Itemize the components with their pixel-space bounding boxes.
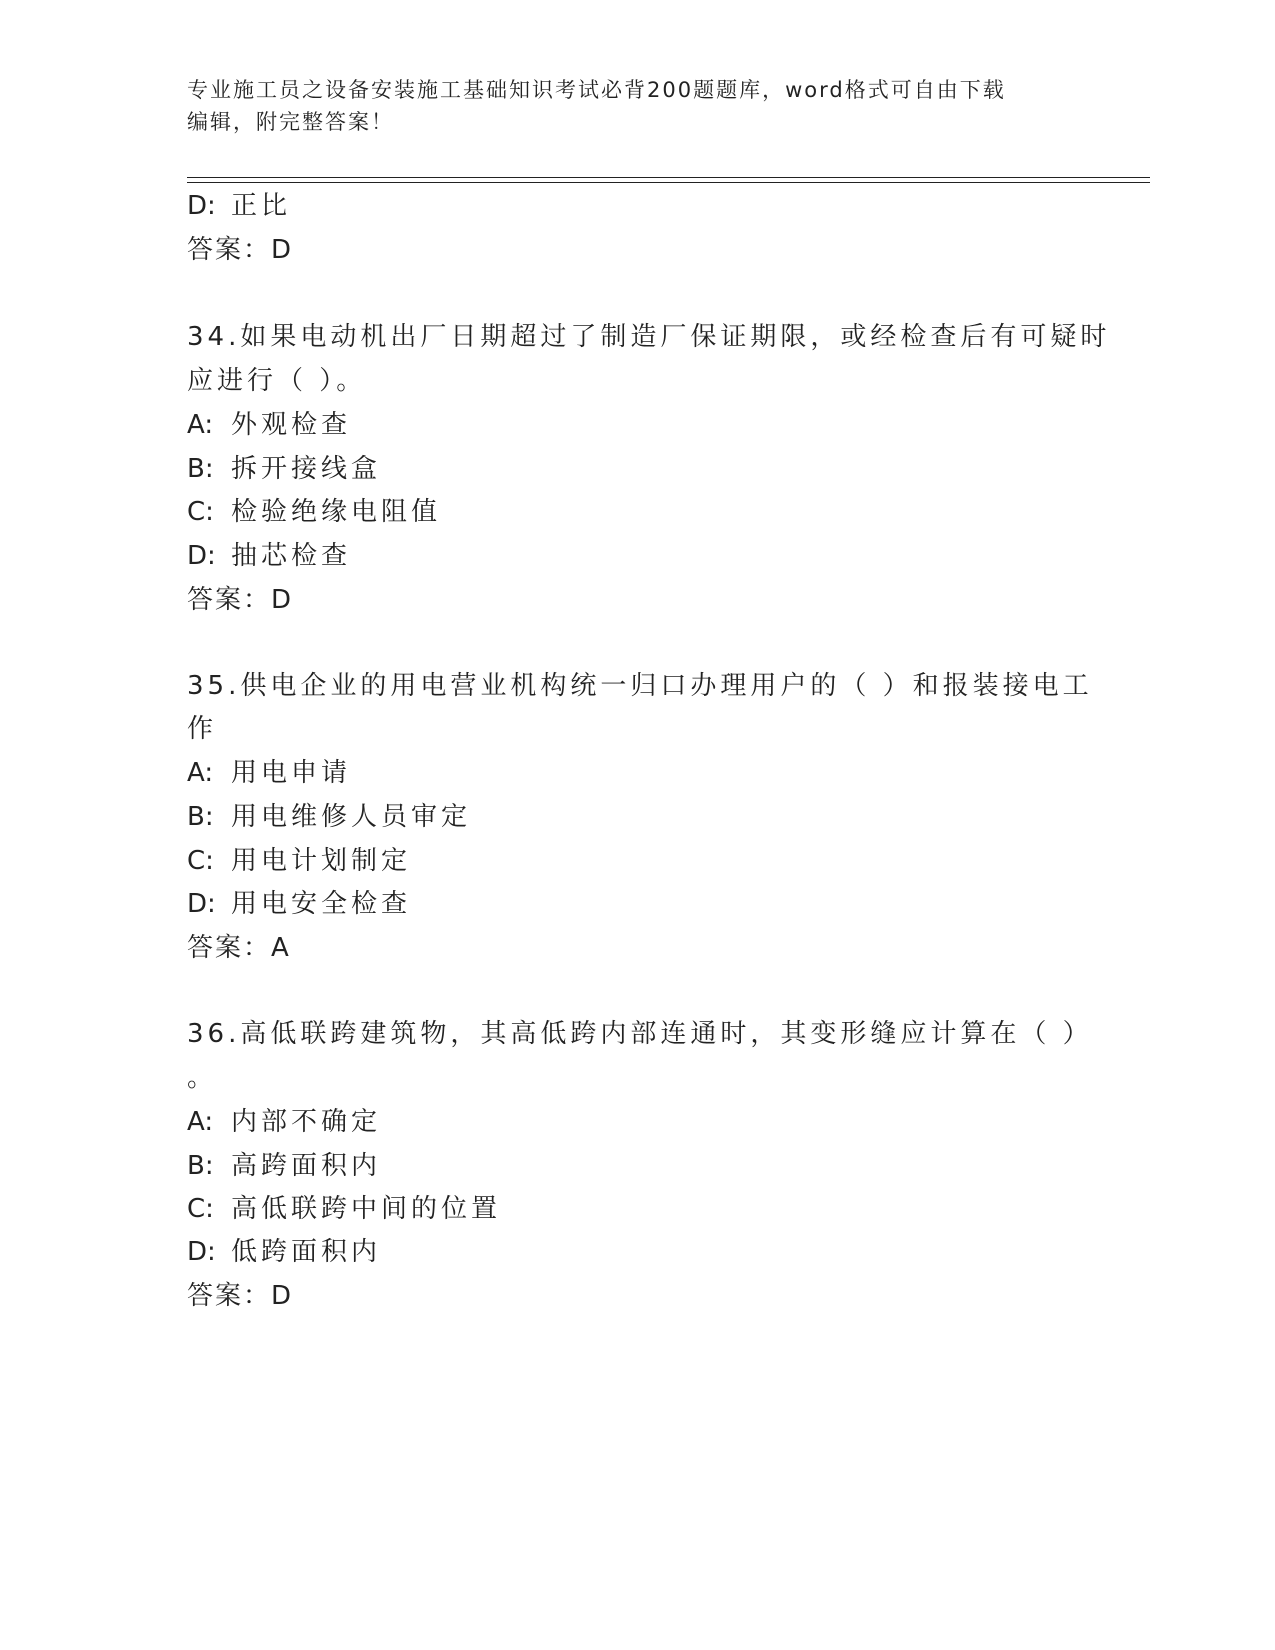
option-text: 外观检查 — [231, 410, 352, 440]
question-34-option-d — [187, 540, 351, 572]
answer-label: 答案： — [187, 585, 272, 615]
question-35-stem-line-2: 作 — [187, 714, 218, 744]
question-36-option-a — [187, 1106, 381, 1138]
option-text: 用电维修人员审定 — [231, 802, 472, 832]
option-letter: D: — [187, 191, 216, 221]
option-text: 拆开接线盒 — [231, 454, 382, 484]
question-35-answer — [187, 932, 290, 964]
question-36-stem-line-2: 。 — [187, 1063, 218, 1093]
header-divider-top — [187, 177, 1150, 178]
answer-label: 答案： — [187, 235, 272, 265]
option-text: 抽芯检查 — [231, 541, 352, 571]
option-letter: B: — [187, 454, 214, 484]
question-35-option-b — [187, 801, 471, 833]
question-36-option-c — [187, 1193, 501, 1225]
question-34-option-c — [187, 496, 441, 528]
option-letter: D: — [187, 541, 216, 571]
option-text: 用电计划制定 — [231, 846, 412, 876]
option-letter: B: — [187, 802, 214, 832]
option-text: 内部不确定 — [231, 1107, 382, 1137]
option-letter: D: — [187, 889, 216, 919]
option-text: 低跨面积内 — [231, 1237, 382, 1267]
question-34-stem-line-2: 应进行（ ）。 — [187, 366, 367, 396]
option-text: 用电申请 — [231, 758, 352, 788]
question-36-option-d — [187, 1236, 381, 1268]
prev-option-d — [187, 190, 291, 222]
option-letter: C: — [187, 1194, 214, 1224]
document-header — [187, 74, 1067, 138]
question-35-stem-line-1: 35.供电企业的用电营业机构统一归口办理用户的（ ）和报装接电工 — [187, 671, 1093, 701]
question-35-option-a — [187, 757, 351, 789]
question-35-option-c — [187, 845, 411, 877]
header-line-2: 编辑，附完整答案！ — [187, 110, 394, 134]
option-letter: C: — [187, 497, 214, 527]
option-letter: A: — [187, 1107, 214, 1137]
option-text: 正比 — [231, 191, 292, 221]
prev-answer — [187, 234, 292, 266]
question-36-answer — [187, 1280, 292, 1312]
answer-value: D — [271, 235, 293, 265]
answer-label: 答案： — [187, 933, 272, 963]
option-letter: D: — [187, 1237, 216, 1267]
option-letter: A: — [187, 758, 214, 788]
answer-value: A — [271, 933, 290, 963]
answer-value: D — [271, 585, 293, 615]
option-text: 高低联跨中间的位置 — [231, 1194, 502, 1224]
question-34-stem-line-1: 34.如果电动机出厂日期超过了制造厂保证期限，或经检查后有可疑时 — [187, 322, 1111, 352]
option-letter: C: — [187, 846, 214, 876]
header-divider-bottom — [187, 182, 1150, 183]
question-36-stem-line-1: 36.高低联跨建筑物，其高低跨内部连通时，其变形缝应计算在（ ） — [187, 1019, 1093, 1049]
header-line-1: 专业施工员之设备安装施工基础知识考试必背200题题库，word格式可自由下载 — [187, 78, 1006, 102]
option-letter: B: — [187, 1151, 214, 1181]
answer-value: D — [271, 1281, 293, 1311]
question-36-option-b — [187, 1150, 381, 1182]
question-35-option-d — [187, 888, 411, 920]
option-text: 检验绝缘电阻值 — [231, 497, 442, 527]
answer-label: 答案： — [187, 1281, 272, 1311]
option-text: 高跨面积内 — [231, 1151, 382, 1181]
option-text: 用电安全检查 — [231, 889, 412, 919]
question-34-answer — [187, 584, 292, 616]
option-letter: A: — [187, 410, 214, 440]
question-34-option-b — [187, 453, 381, 485]
question-34-option-a — [187, 409, 351, 441]
